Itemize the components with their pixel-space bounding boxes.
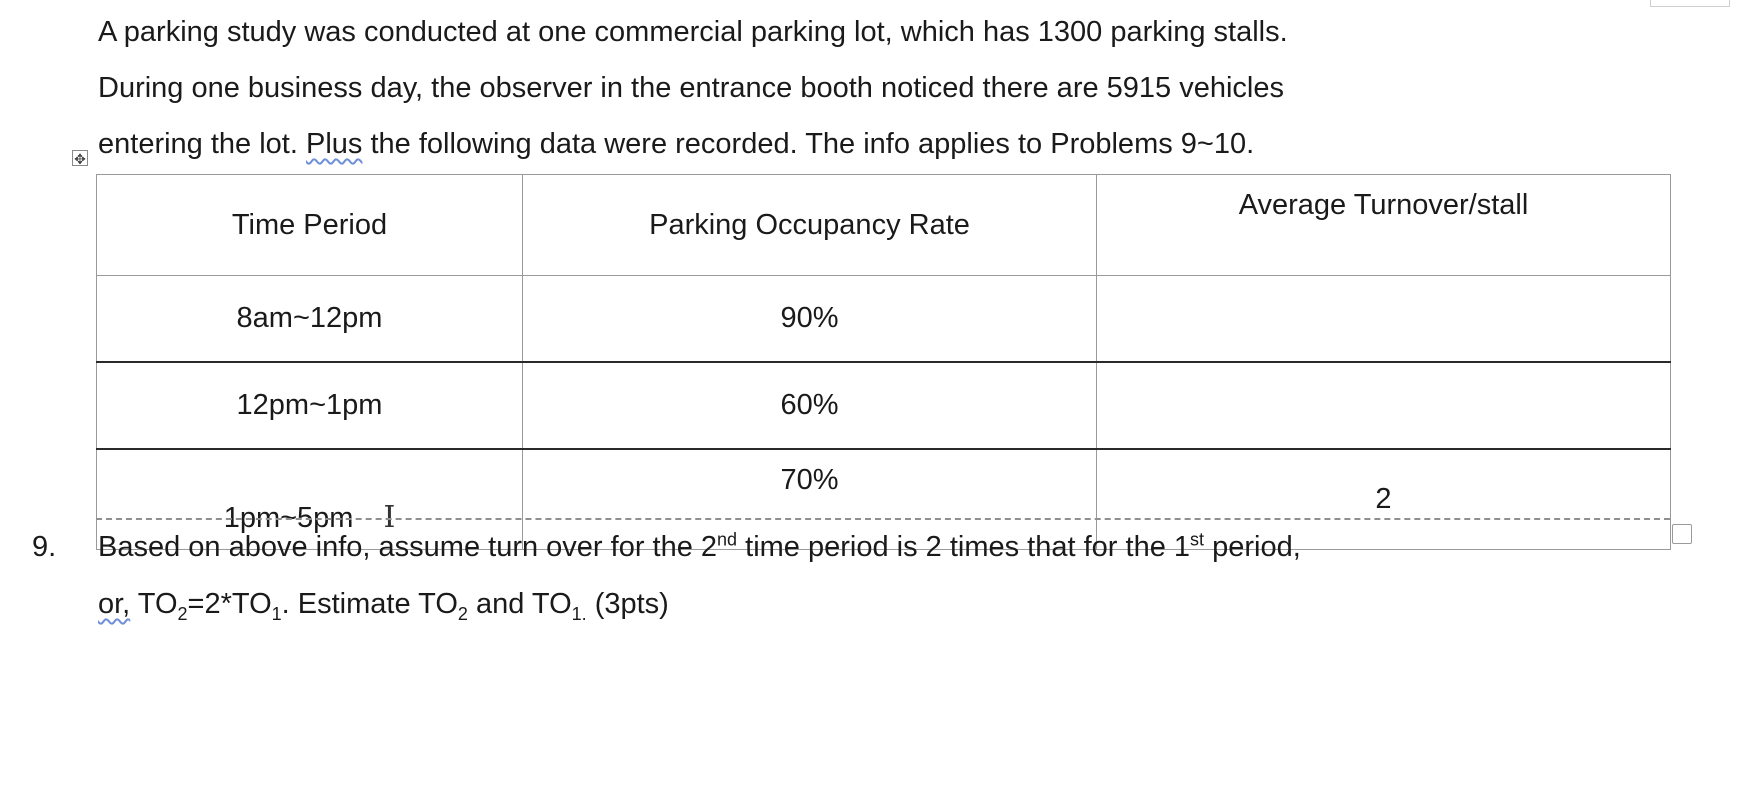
page-corner-box: [1650, 0, 1730, 7]
subscript: 2: [177, 603, 188, 624]
cell-period: 12pm~1pm: [97, 362, 523, 449]
cell-period: 8am~12pm: [97, 276, 523, 363]
text-cursor-icon: I: [383, 500, 396, 535]
section-divider: [96, 518, 1670, 520]
header-average-turnover: Average Turnover/stall: [1097, 175, 1671, 276]
table-header-row: [97, 175, 1671, 276]
question-number: 9.: [32, 531, 57, 563]
subscript: 2: [457, 603, 468, 624]
superscript-st: st: [1190, 529, 1205, 550]
intro-line-2: During one business day, the observer in the entrance booth noticed there are 5915 vehicles: [98, 72, 1284, 104]
cell-period-text: 1pm~5pm: [223, 502, 354, 534]
question-text-c: period,: [1204, 531, 1301, 563]
intro-line-3: [98, 126, 1254, 162]
formula-eq: =2*TO: [187, 588, 272, 620]
superscript-nd: nd: [717, 529, 738, 550]
formula-and: and TO: [467, 588, 572, 620]
cell-occupancy: 90%: [523, 276, 1097, 363]
subscript: 1.: [571, 603, 587, 624]
question-text-a: Based on above info, assume turn over for the 2: [98, 531, 718, 563]
table-resize-handle[interactable]: [1672, 524, 1692, 544]
cell-occupancy: 60%: [523, 362, 1097, 449]
formula-estimate: . Estimate TO: [281, 588, 458, 620]
question-line-2: [98, 586, 669, 622]
spellcheck-word-or[interactable]: or,: [98, 588, 131, 620]
table-row: [97, 276, 1671, 363]
cell-occupancy: 70%: [523, 449, 1097, 550]
question-line-1: [98, 529, 1301, 565]
cell-turnover: 2: [1097, 449, 1671, 550]
move-handle-icon[interactable]: ✥: [72, 150, 88, 166]
formula-to: TO: [130, 588, 178, 620]
spellcheck-word-plus[interactable]: Plus: [305, 128, 363, 160]
subscript: 1: [271, 603, 282, 624]
header-time-period: Time Period: [97, 175, 523, 276]
intro-line-3-start: entering the lot.: [98, 128, 306, 160]
cell-turnover: [1097, 362, 1671, 449]
question-text-b: time period is 2 times that for the 1: [737, 531, 1191, 563]
intro-line-1: A parking study was conducted at one commercial parking lot, which has 1300 parking stalls.: [98, 16, 1288, 48]
cell-turnover: [1097, 276, 1671, 363]
intro-line-3-end: the following data were recorded. The info applies to Problems 9~10.: [362, 128, 1255, 160]
header-occupancy-rate: Parking Occupancy Rate: [523, 175, 1097, 276]
table-row: [97, 362, 1671, 449]
data-table: [96, 174, 1671, 550]
points-label: (3pts): [586, 588, 669, 620]
